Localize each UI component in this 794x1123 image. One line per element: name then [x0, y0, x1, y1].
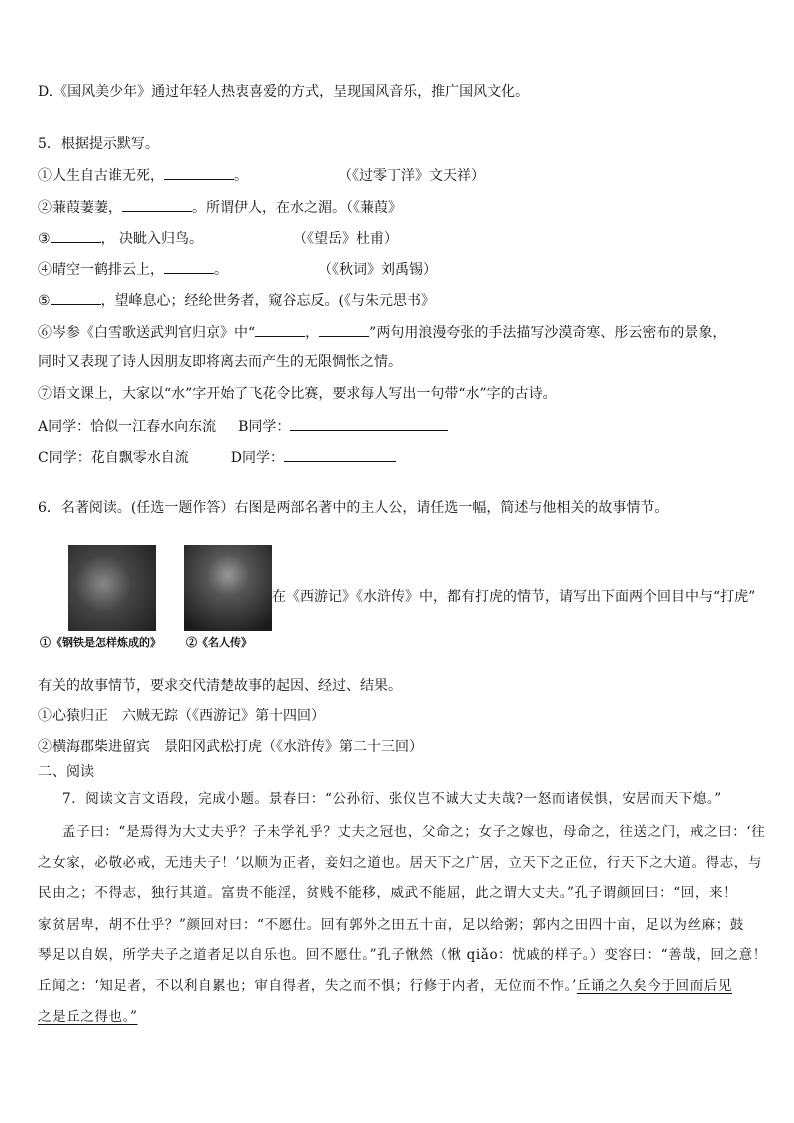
q5-5-num: ⑤ [38, 293, 51, 309]
q5-4-period: 。 [214, 262, 228, 278]
section-reading: 二、阅读 [38, 764, 94, 780]
q5-6-blank-1[interactable] [255, 322, 305, 337]
q5-3-blank[interactable] [51, 228, 101, 243]
q5-item-6 [38, 322, 726, 343]
q5-6-blank-2[interactable] [319, 322, 369, 337]
tiger-fight-photo [68, 545, 156, 631]
q5-item-3 [38, 228, 398, 249]
q5-7-b-blank[interactable] [290, 416, 448, 431]
q5-7-row-2 [38, 447, 396, 468]
q5-1-period: 。 [234, 168, 248, 184]
q5-6-text: ⑥岑参《白雪歌送武判官归京》中“ [38, 325, 256, 341]
q7-underlined-end: 之是丘之得也。” [38, 1009, 138, 1025]
q5-item-1 [38, 165, 485, 186]
q5-7-b-label: B同学： [238, 419, 291, 435]
q5-item-6-cont: 同时又表现了诗人因朋友即将离去而产生的无限惆怅之情。 [38, 354, 402, 370]
q5-1-source: （《过零丁洋》文天祥） [338, 168, 485, 184]
photo-1 [68, 545, 156, 631]
q5-2-rest: 。所谓伊人，在水之湄。（《蒹葭》 [192, 200, 402, 216]
q5-5-text: ，望峰息心；经纶世务者，窥谷忘反。(《与朱元思书》 [100, 293, 436, 309]
q5-7-c: C同学：花自飘零水自流 [38, 450, 189, 466]
q5-5-blank[interactable] [51, 290, 101, 305]
q5-7-d-label: D同学： [230, 450, 284, 466]
q5-4-blank[interactable] [164, 259, 214, 274]
q7-line-2: 孟子曰：“是焉得为大丈夫乎？子未学礼乎？丈夫之冠也，父命之；女子之嫁也，母命之，往送之门，戒之曰：‘往 [62, 824, 766, 840]
q5-4-text: ④晴空一鹤排云上， [38, 262, 164, 278]
q6-chapter-1: ①心猿归正 六贼无踪（《西游记》第十四回） [38, 708, 325, 724]
q5-title: 5．根据提示默写。 [38, 136, 159, 152]
q7-underlined-sentence: 丘诵之久矣今于回而后见 [576, 978, 732, 994]
photo-2 [184, 545, 272, 631]
q7-line-7 [38, 976, 732, 996]
q5-3-text: ， 决眦入归鸟。 [100, 231, 204, 247]
q5-6-comma: ， [305, 325, 320, 341]
q5-7-d-blank[interactable] [284, 447, 396, 462]
q5-item-7: ⑦语文课上，大家以“水”字开始了飞花令比赛，要求每人写出一句带“水”字的古诗。 [38, 386, 557, 402]
q7-line-4: 民由之；不得志，独行其道。富贵不能淫，贫贱不能移，威武不能屈，此之谓大丈夫。”孔子谓颜回曰：“回，来！ [38, 885, 738, 901]
q5-7-row-1 [38, 416, 448, 437]
q7-line-7-text: 丘闻之：‘知足者，不以利自累也；审自得者，失之而不惧；行修于内者，无位而不怍。’ [38, 978, 577, 994]
caption-1: ①《钢铁是怎样炼成的》 [40, 636, 161, 649]
q5-item-2 [38, 197, 402, 218]
q7-line-8 [38, 1007, 137, 1027]
q6-chapter-2: ②横海郡柴进留宾 景阳冈武松打虎（《水浒传》第二十三回） [38, 739, 423, 755]
q5-3-num: ③ [38, 231, 51, 247]
q5-6-rest: ”两句用浪漫夸张的手法描写沙漠奇寒、彤云密布的景象， [369, 325, 727, 341]
q5-7-a: A同学：恰似一江春水向东流 [38, 419, 217, 435]
q5-1-text: ①人生自古谁无死， [38, 168, 164, 184]
q5-4-source: （《秋词》刘禹锡） [318, 262, 437, 278]
q5-3-source: （《望岳》杜甫） [293, 231, 399, 247]
caption-2: ②《名人传》 [186, 636, 252, 649]
q6-title: 6．名著阅读。(任选一题作答）右图是两部名著中的主人公，请任选一幅，简述与他相关的故事情节。 [38, 500, 669, 516]
q7-line-1: 7．阅读文言文语段，完成小题。景春曰：“公孙衍、张仪岂不诚大丈夫哉?一怒而诸侯惧，安居而天下熄。” [62, 791, 722, 807]
q6-requirement: 有关的故事情节，要求交代清楚故事的起因、经过、结果。 [38, 678, 402, 694]
q6-side-text: 在《西游记》《水浒传》中，都有打虎的情节，请写出下面两个回目中与“打虎” [272, 589, 756, 605]
q5-1-blank[interactable] [164, 165, 234, 180]
q7-line-3: 之女家，必敬必戒，无违夫子！’以顺为正者，妾妇之道也。居天下之广居，立天下之正位，行天下之大道。得志，与 [38, 855, 762, 871]
q5-item-5 [38, 290, 435, 311]
q5-2-text: ②蒹葭萋萋， [38, 200, 122, 216]
bearded-man-portrait [184, 545, 272, 631]
q7-line-5: 家贫居卑，胡不仕乎？”颜回对曰：“不愿仕。回有郭外之田五十亩，足以给粥；郭内之田四十亩，足以为丝麻；鼓 [38, 917, 744, 933]
q7-line-6: 琴足以自娱，所学夫子之道者足以自乐也。回不愿仕。”孔子愀然（愀 qiǎo：忧戚的样子。）变容曰：“善哉，回之意！ [38, 947, 767, 963]
option-d: D.《国风美少年》通过年轻人热衷喜爱的方式，呈现国风音乐，推广国风文化。 [38, 84, 530, 100]
q5-2-blank[interactable] [122, 197, 192, 212]
q5-item-4 [38, 259, 437, 280]
